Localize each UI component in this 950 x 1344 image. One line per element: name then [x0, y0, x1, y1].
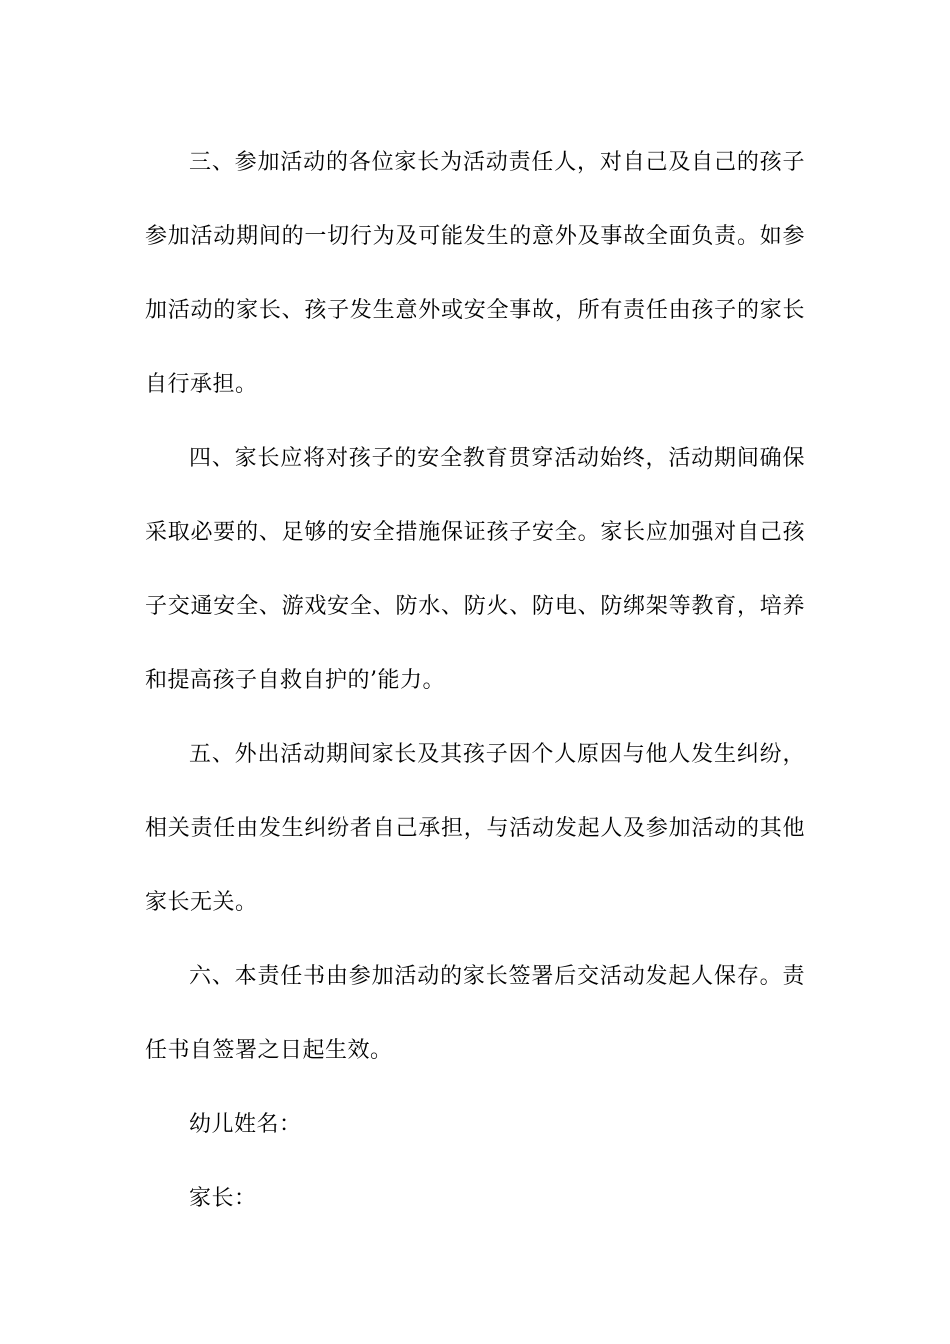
- child-name-label: 幼儿姓名：: [189, 1112, 302, 1137]
- paragraph-clause-6: 六、本责任书由参加活动的家长签署后交活动发起人保存。责任书自签署之日起生效。: [145, 964, 805, 1063]
- document-body: [145, 126, 805, 1236]
- paragraph-clause-5: 五、外出活动期间家长及其孩子因个人原因与他人发生纠纷，相关责任由发生纠纷者自己承担，与活动发起人及参加活动的其他家长无关。: [145, 742, 805, 915]
- parent-label: 家长：: [189, 1186, 257, 1211]
- paragraph-clause-3: 三、参加活动的各位家长为活动责任人，对自己及自己的孩子参加活动期间的一切行为及可能发生的意外及事故全面负责。如参加活动的家长、孩子发生意外或安全事故，所有责任由孩子的家长自行承担。: [145, 150, 805, 397]
- paragraph-clause-4: 四、家长应将对孩子的安全教育贯穿活动始终，活动期间确保采取必要的、足够的安全措施保证孩子安全。家长应加强对自己孩子交通安全、游戏安全、防水、防火、防电、防绑架等教育，培养和提高孩子自救自护的’能力。: [145, 446, 805, 693]
